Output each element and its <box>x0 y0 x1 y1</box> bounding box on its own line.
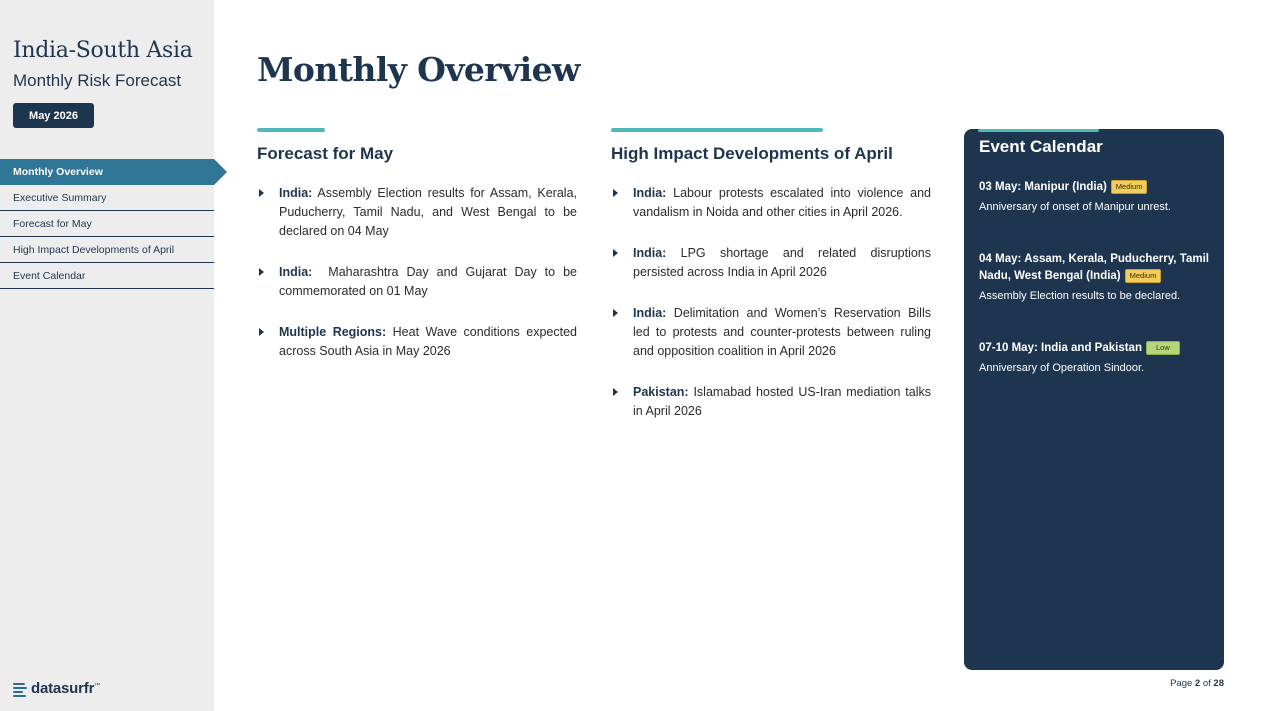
forecast-list <box>257 184 581 361</box>
calendar-heading: Event Calendar <box>979 137 1103 156</box>
event-title: 07-10 May: India and Pakistan Low <box>979 340 1209 357</box>
developments-section <box>611 128 931 443</box>
sidebar <box>0 0 214 711</box>
bullet-arrow-icon <box>613 309 618 317</box>
calendar-accent-bar <box>978 129 1099 132</box>
nav-item-event-calendar[interactable]: Event Calendar <box>0 263 214 289</box>
risk-badge: Medium <box>1111 180 1148 194</box>
event-item <box>979 179 1209 213</box>
report-title: India-South Asia <box>13 38 193 63</box>
list-item: India: Maharashtra Day and Gujarat Day to be commemorated on 01 May <box>257 263 577 301</box>
bullet-arrow-icon <box>259 328 264 336</box>
list-item: India: Delimitation and Women’s Reservation Bills led to protests and counter-protests between ruling and opposition coalition in April 2026 <box>611 304 931 361</box>
bullet-arrow-icon <box>613 189 618 197</box>
event-title: 04 May: Assam, Kerala, Puducherry, Tamil Nadu, West Bengal (India) Medium <box>979 253 1209 282</box>
date-badge: May 2026 <box>13 103 94 128</box>
event-title: 03 May: Manipur (India) Medium <box>979 179 1209 196</box>
page-number: Page 2 of 28 <box>1170 678 1224 689</box>
datasurfr-logo-icon <box>13 682 27 696</box>
event-description: Anniversary of onset of Manipur unrest. <box>979 201 1171 213</box>
nav-item-executive-summary[interactable]: Executive Summary <box>0 185 214 211</box>
bullet-arrow-icon <box>259 268 264 276</box>
list-item: India: LPG shortage and related disruptions persisted across India in April 2026 <box>611 244 931 282</box>
event-list <box>979 179 1209 374</box>
list-item: Multiple Regions: Heat Wave conditions expected across South Asia in May 2026 <box>257 323 577 361</box>
logo-text: datasurfr™ <box>31 680 101 697</box>
section-heading: Forecast for May <box>257 144 394 163</box>
page-title: Monthly Overview <box>257 50 580 89</box>
event-item <box>979 340 1209 374</box>
list-item: Pakistan: Islamabad hosted US-Iran mediation talks in April 2026 <box>611 383 931 421</box>
event-description: Assembly Election results to be declared. <box>979 290 1181 302</box>
event-calendar-panel <box>964 129 1224 670</box>
datasurfr-logo <box>13 680 100 697</box>
forecast-section <box>257 128 581 383</box>
bullet-arrow-icon <box>613 388 618 396</box>
section-heading: High Impact Developments of April <box>611 144 893 163</box>
bullet-arrow-icon <box>613 249 618 257</box>
list-item: India: Assembly Election results for Assam, Kerala, Puducherry, Tamil Nadu, and West Bengal to be declared on 04 May <box>257 184 577 241</box>
bullet-arrow-icon <box>259 189 264 197</box>
sidebar-nav <box>0 159 214 289</box>
developments-list <box>611 184 931 421</box>
list-item: India: Labour protests escalated into violence and vandalism in Noida and other cities in April 2026. <box>611 184 931 222</box>
section-accent-bar <box>257 128 325 132</box>
report-subtitle: Monthly Risk Forecast <box>13 71 182 90</box>
section-accent-bar <box>611 128 823 132</box>
nav-item-monthly-overview[interactable]: Monthly Overview <box>0 159 214 185</box>
risk-badge: Medium <box>1125 269 1162 283</box>
risk-badge: Low <box>1146 341 1180 355</box>
nav-item-high-impact-developments[interactable]: High Impact Developments of April <box>0 237 214 263</box>
event-description: Anniversary of Operation Sindoor. <box>979 362 1145 374</box>
event-item <box>979 251 1209 302</box>
nav-item-forecast-for-may[interactable]: Forecast for May <box>0 211 214 237</box>
